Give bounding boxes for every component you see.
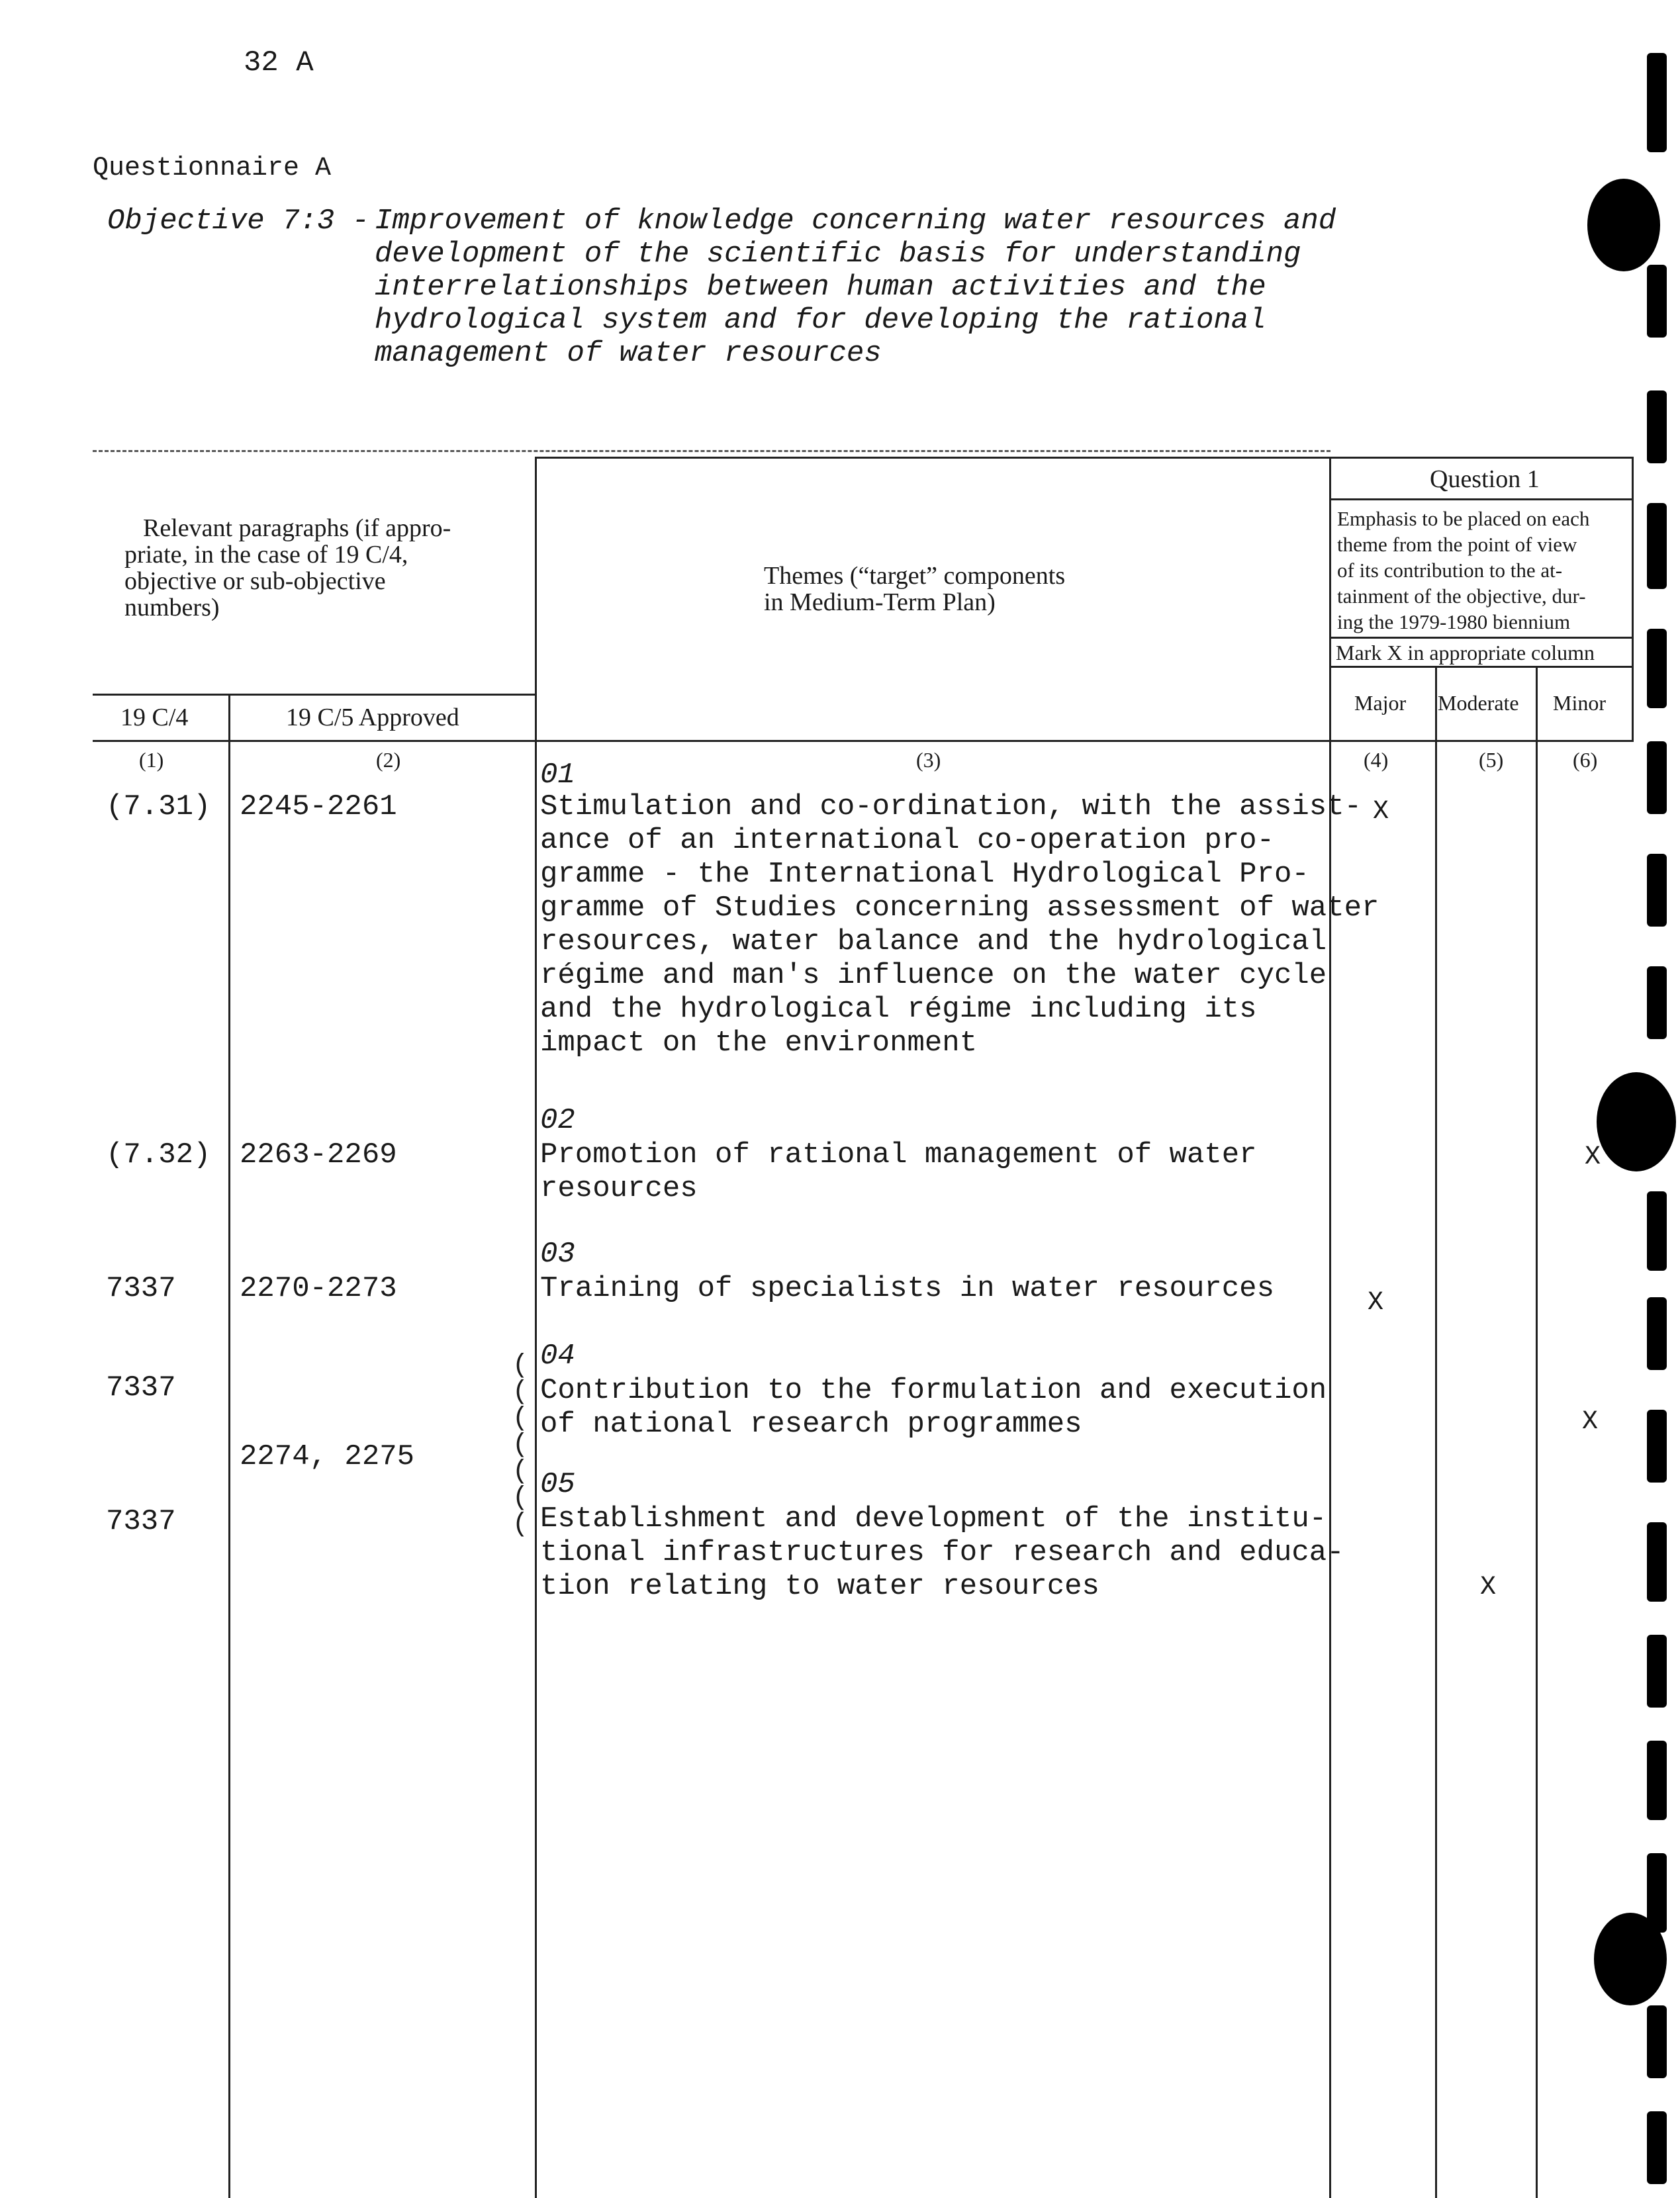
theme-text	[540, 1502, 1344, 1604]
question-header: Question 1	[1430, 465, 1540, 493]
questionnaire-title: Questionnaire A	[93, 154, 332, 183]
margin-scan-mark	[1647, 966, 1667, 1039]
row-19c4: 7337	[106, 1371, 176, 1404]
page-number: 32 A	[244, 46, 314, 79]
themes-line: in Medium-Term Plan)	[764, 588, 996, 616]
relevant-line: objective or sub-objective	[124, 567, 386, 595]
col-divider-4	[1329, 457, 1331, 2198]
theme-line: of national research programmes	[540, 1408, 1082, 1441]
margin-scan-mark	[1647, 2111, 1667, 2184]
margin-scan-mark	[1647, 854, 1667, 927]
theme-number: 03	[540, 1238, 575, 1271]
margin-scan-mark	[1647, 741, 1667, 814]
mark-minor: X	[1585, 1142, 1601, 1172]
margin-scan-mark	[1587, 179, 1660, 271]
group-bracket	[512, 1353, 528, 1538]
shared-19c5: 2274, 2275	[240, 1440, 415, 1473]
theme-line: Contribution to the formulation and execution	[540, 1374, 1327, 1407]
col-number: (1)	[139, 748, 164, 772]
question-underline	[1329, 498, 1634, 500]
theme-line: gramme of Studies concerning assessment of water	[540, 892, 1379, 925]
margin-scan-mark	[1647, 503, 1667, 589]
theme-line: Promotion of rational management of water	[540, 1138, 1257, 1171]
col-header-19c5: 19 C/5 Approved	[286, 704, 459, 731]
theme-text	[540, 790, 1379, 1060]
theme-line: impact on the environment	[540, 1027, 978, 1060]
table-top-rule	[535, 457, 1634, 459]
theme-number: 01	[540, 758, 575, 792]
emphasis-line: tainment of the objective, dur-	[1337, 584, 1586, 608]
theme-line: and the hydrological régime including its	[540, 993, 1257, 1026]
margin-scan-mark	[1647, 629, 1667, 708]
relevant-paragraphs-header	[124, 515, 451, 621]
theme-line: Training of specialists in water resources	[540, 1272, 1274, 1305]
margin-scan-mark	[1647, 2005, 1667, 2078]
relevant-line: numbers)	[124, 594, 220, 621]
theme-number: 02	[540, 1104, 575, 1137]
margin-scan-mark	[1647, 1522, 1667, 1602]
theme-number: 05	[540, 1468, 575, 1501]
bracket-char: (	[512, 1351, 529, 1381]
bracket-char: (	[512, 1404, 529, 1434]
margin-scan-mark	[1647, 53, 1667, 152]
col-header-19c4: 19 C/4	[120, 704, 189, 731]
row-19c4: 7337	[106, 1272, 176, 1305]
row-19c5: 2245-2261	[240, 790, 397, 823]
emphasis-line: theme from the point of view	[1337, 533, 1577, 556]
theme-text	[540, 1374, 1327, 1442]
objective-line: development of the scientific basis for understanding	[375, 238, 1301, 271]
mark-major: X	[1368, 1288, 1384, 1318]
mark-underline	[1329, 666, 1634, 668]
margin-scan-mark	[1647, 265, 1667, 338]
col-number: (6)	[1573, 748, 1598, 772]
theme-line: gramme - the International Hydrological Pro-	[540, 858, 1309, 891]
theme-number: 04	[540, 1340, 575, 1373]
bracket-char: (	[512, 1510, 529, 1539]
theme-line: Establishment and development of the institu-	[540, 1502, 1327, 1535]
mark-minor: X	[1582, 1407, 1599, 1437]
margin-scan-mark	[1647, 390, 1667, 463]
emphasis-header	[1337, 506, 1589, 635]
objective-line: management of water resources	[375, 337, 882, 370]
col-number: (3)	[916, 748, 941, 772]
objective-line: interrelationships between human activities and the	[375, 271, 1266, 304]
relevant-line: priate, in the case of 19 C/4,	[124, 541, 408, 569]
objective-line: hydrological system and for developing the rational	[375, 304, 1266, 337]
theme-line: ance of an international co-operation pro-	[540, 824, 1274, 857]
mark-major: X	[1373, 797, 1389, 827]
margin-scan-mark	[1647, 1297, 1667, 1370]
theme-line: tion relating to water resources	[540, 1570, 1099, 1603]
mark-moderate: X	[1480, 1573, 1497, 1602]
col-header-moderate: Moderate	[1438, 691, 1519, 715]
margin-scan-mark	[1597, 1072, 1676, 1171]
theme-text	[540, 1272, 1274, 1306]
objective-label: Objective 7:3 -	[107, 205, 370, 238]
row-19c4: (7.32)	[106, 1138, 211, 1171]
emphasis-underline	[1329, 637, 1634, 639]
col-divider-3	[535, 457, 537, 2198]
bracket-char: (	[512, 1483, 529, 1513]
theme-line: Stimulation and co-ordination, with the assist-	[540, 790, 1362, 823]
emphasis-line: Emphasis to be placed on each	[1337, 507, 1590, 530]
relevant-line: Relevant paragraphs (if appro-	[143, 514, 451, 542]
table-top-dashed-rule	[93, 450, 1330, 452]
row-19c4: 7337	[106, 1505, 176, 1538]
margin-scan-mark	[1647, 1191, 1667, 1271]
margin-scan-mark	[1647, 1410, 1667, 1483]
themes-line: Themes (“target” components	[764, 562, 1066, 590]
col-divider-2	[228, 694, 230, 2198]
col-number: (5)	[1479, 748, 1504, 772]
header-bottom-rule	[93, 740, 1634, 742]
margin-scan-mark	[1647, 1635, 1667, 1708]
theme-text	[540, 1138, 1257, 1206]
emphasis-line: ing the 1979-1980 biennium	[1337, 610, 1571, 633]
bracket-char: (	[512, 1377, 529, 1407]
row-19c5: 2263-2269	[240, 1138, 397, 1171]
theme-line: resources	[540, 1172, 698, 1205]
margin-scan-mark	[1594, 1913, 1667, 2005]
themes-header	[764, 563, 1065, 616]
objective-line: Improvement of knowledge concerning water resources and	[375, 205, 1336, 238]
col-number: (4)	[1364, 748, 1389, 772]
col-divider-6	[1536, 666, 1538, 2198]
margin-scan-mark	[1647, 1741, 1667, 1820]
col-header-major: Major	[1354, 691, 1407, 715]
bracket-char: (	[512, 1430, 529, 1460]
row-19c5: 2270-2273	[240, 1272, 397, 1305]
col-header-minor: Minor	[1553, 691, 1606, 715]
col-divider-5	[1435, 666, 1437, 2198]
emphasis-line: of its contribution to the at-	[1337, 559, 1563, 582]
bracket-char: (	[512, 1457, 529, 1487]
theme-line: tional infrastructures for research and educa-	[540, 1536, 1344, 1569]
mark-instruction: Mark X in appropriate column	[1336, 641, 1595, 664]
objective-text	[375, 205, 1336, 370]
relevant-underline	[93, 694, 536, 696]
theme-line: régime and man's influence on the water cycle	[540, 959, 1327, 992]
col-number: (2)	[376, 748, 401, 772]
table-right-border	[1632, 457, 1634, 741]
theme-line: resources, water balance and the hydrological	[540, 925, 1327, 958]
row-19c4: (7.31)	[106, 790, 211, 823]
